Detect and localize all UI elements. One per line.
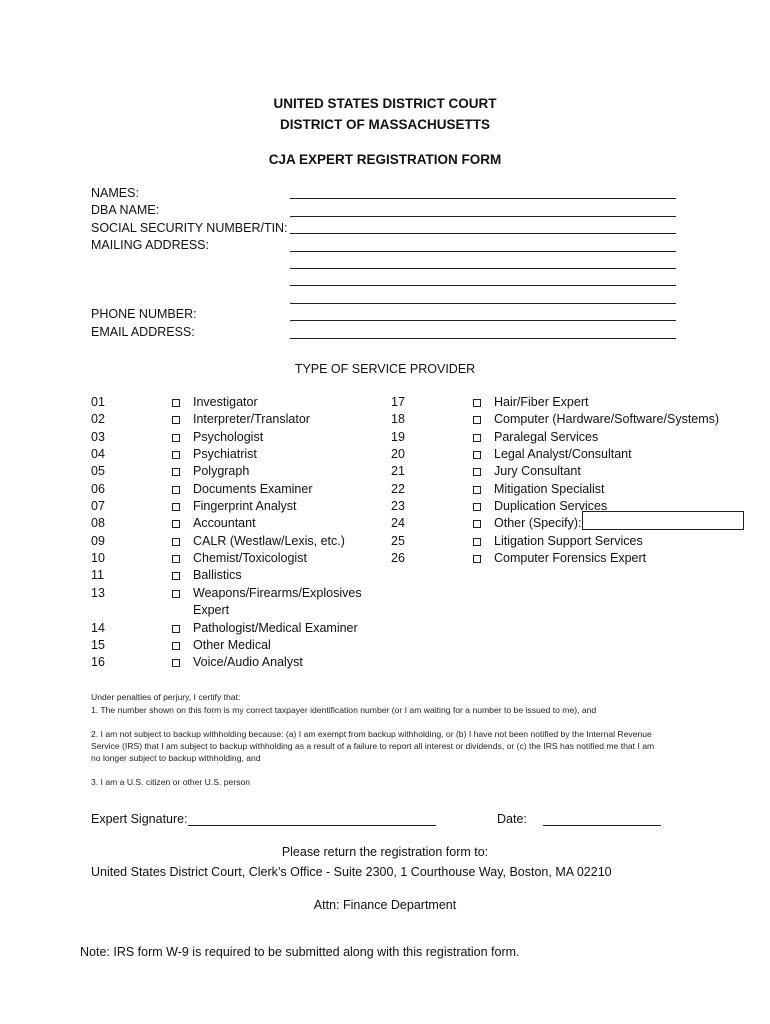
checkbox-fingerprint-analyst[interactable] [172,503,180,511]
attn-line: Attn: Finance Department [313,898,457,912]
checkbox-voice-audio[interactable] [172,659,180,667]
service-label: Duplication Services [494,499,608,513]
checkbox-mitigation[interactable] [473,486,481,494]
checkbox-documents-examiner[interactable] [172,486,180,494]
checkbox-litigation-support[interactable] [473,538,481,546]
signature-field[interactable] [188,812,436,826]
service-label: Accountant [193,516,256,530]
service-code: 02 [91,412,105,426]
service-label: Other (Specify): [494,516,582,530]
email-field[interactable] [290,338,676,339]
service-code: 21 [391,464,405,478]
service-label: Ballistics [193,568,242,582]
service-code: 18 [391,412,405,426]
service-code: 08 [91,516,105,530]
service-label: Weapons/Firearms/Explosives [193,586,362,600]
checkbox-other-medical[interactable] [172,642,180,650]
service-code: 14 [91,621,105,635]
certification-item-2-line-1: 2. I am not subject to backup withholding because: (a) I am exempt from backup withholding, or (b) I have not been notified by the Internal Revenue [91,729,652,739]
form-title: CJA EXPERT REGISTRATION FORM [268,152,502,167]
service-label: Hair/Fiber Expert [494,395,589,409]
checkbox-jury-consultant[interactable] [473,468,481,476]
checkbox-computer[interactable] [473,416,481,424]
checkbox-psychologist[interactable] [172,434,180,442]
certification-item-2-line-2: Service (IRS) that I am subject to backup withholding as a result of a failure to report all interest or dividends, or (c) the IRS has notified me that I am [91,741,655,751]
signature-label: Expert Signature: [91,812,188,826]
certification-item-3: 3. I am a U.S. citizen or other U.S. person [91,777,251,787]
checkbox-other-specify[interactable] [473,520,481,528]
certification-intro: Under penalties of perjury, I certify that: [91,692,241,702]
service-code: 22 [391,482,405,496]
service-label: Voice/Audio Analyst [193,655,303,669]
checkbox-paralegal[interactable] [473,434,481,442]
service-code: 07 [91,499,105,513]
service-label: Psychologist [193,430,264,444]
mailing-field-line-2[interactable] [290,268,676,269]
checkbox-investigator[interactable] [172,399,180,407]
service-label: Interpreter/Translator [193,412,310,426]
service-label-continued: Expert [193,603,230,617]
date-label: Date: [497,812,527,826]
district-name: DISTRICT OF MASSACHUSETTS [279,117,490,132]
ssn-label: SOCIAL SECURITY NUMBER/TIN: [91,221,288,235]
service-label: Documents Examiner [193,482,313,496]
checkbox-hair-fiber[interactable] [473,399,481,407]
checkbox-ballistics[interactable] [172,572,180,580]
service-label: Polygraph [193,464,250,478]
service-label: Psychiatrist [193,447,257,461]
service-label: Jury Consultant [494,464,581,478]
email-label: EMAIL ADDRESS: [91,325,195,339]
ssn-field[interactable] [290,233,676,234]
return-address: United States District Court, Clerk’s Office - Suite 2300, 1 Courthouse Way, Boston, MA 02210 [91,865,612,879]
service-label: Chemist/Toxicologist [193,551,307,565]
service-code: 13 [91,586,105,600]
service-label: Fingerprint Analyst [193,499,297,513]
checkbox-weapons[interactable] [172,590,180,598]
service-code: 26 [391,551,405,565]
service-label: CALR (Westlaw/Lexis, etc.) [193,534,345,548]
names-field[interactable] [290,198,676,199]
service-code: 01 [91,395,105,409]
date-field[interactable] [543,812,661,826]
court-name: UNITED STATES DISTRICT COURT [273,96,497,111]
checkbox-legal-analyst[interactable] [473,451,481,459]
service-label: Computer Forensics Expert [494,551,647,565]
checkbox-psychiatrist[interactable] [172,451,180,459]
service-label: Legal Analyst/Consultant [494,447,632,461]
checkbox-computer-forensics[interactable] [473,555,481,563]
service-heading: TYPE OF SERVICE PROVIDER [294,362,476,376]
service-code: 10 [91,551,105,565]
service-code: 17 [391,395,405,409]
service-code: 16 [91,655,105,669]
service-label: Litigation Support Services [494,534,643,548]
dba-field[interactable] [290,216,676,217]
service-code: 03 [91,430,105,444]
w9-note: Note: IRS form W-9 is required to be submitted along with this registration form. [80,945,520,959]
service-code: 09 [91,534,105,548]
service-code: 11 [91,568,104,582]
return-instruction: Please return the registration form to: [281,845,489,859]
checkbox-pathologist[interactable] [172,625,180,633]
phone-field[interactable] [290,320,676,321]
service-label: Investigator [193,395,258,409]
mailing-field-line-3[interactable] [290,285,676,286]
service-code: 19 [391,430,405,444]
service-code: 05 [91,464,105,478]
dba-label: DBA NAME: [91,203,160,217]
service-label: Paralegal Services [494,430,599,444]
service-code: 20 [391,447,405,461]
mailing-label: MAILING ADDRESS: [91,238,210,252]
phone-label: PHONE NUMBER: [91,307,197,321]
certification-item-2-line-3: no longer subject to backup withholding, and [91,753,261,763]
service-label: Other Medical [193,638,271,652]
service-code: 06 [91,482,105,496]
service-code: 15 [91,638,105,652]
signature-row [91,812,436,826]
service-code: 23 [391,499,405,513]
service-code: 04 [91,447,105,461]
service-code: 24 [391,516,405,530]
service-code: 25 [391,534,405,548]
mailing-field-line-4[interactable] [290,303,676,304]
names-label: NAMES: [91,186,139,200]
checkbox-calr[interactable] [172,538,180,546]
certification-item-1: 1. The number shown on this form is my correct taxpayer identification number (or I am waiting for a number to be issued to me), and [91,705,597,715]
checkbox-chemist[interactable] [172,555,180,563]
service-label: Pathologist/Medical Examiner [193,621,358,635]
service-label: Mitigation Specialist [494,482,605,496]
mailing-field-line-1[interactable] [290,251,676,252]
checkbox-duplication[interactable] [473,503,481,511]
checkbox-interpreter[interactable] [172,416,180,424]
other-specify-input[interactable] [582,511,744,530]
checkbox-polygraph[interactable] [172,468,180,476]
checkbox-accountant[interactable] [172,520,180,528]
service-label: Computer (Hardware/Software/Systems) [494,412,720,426]
